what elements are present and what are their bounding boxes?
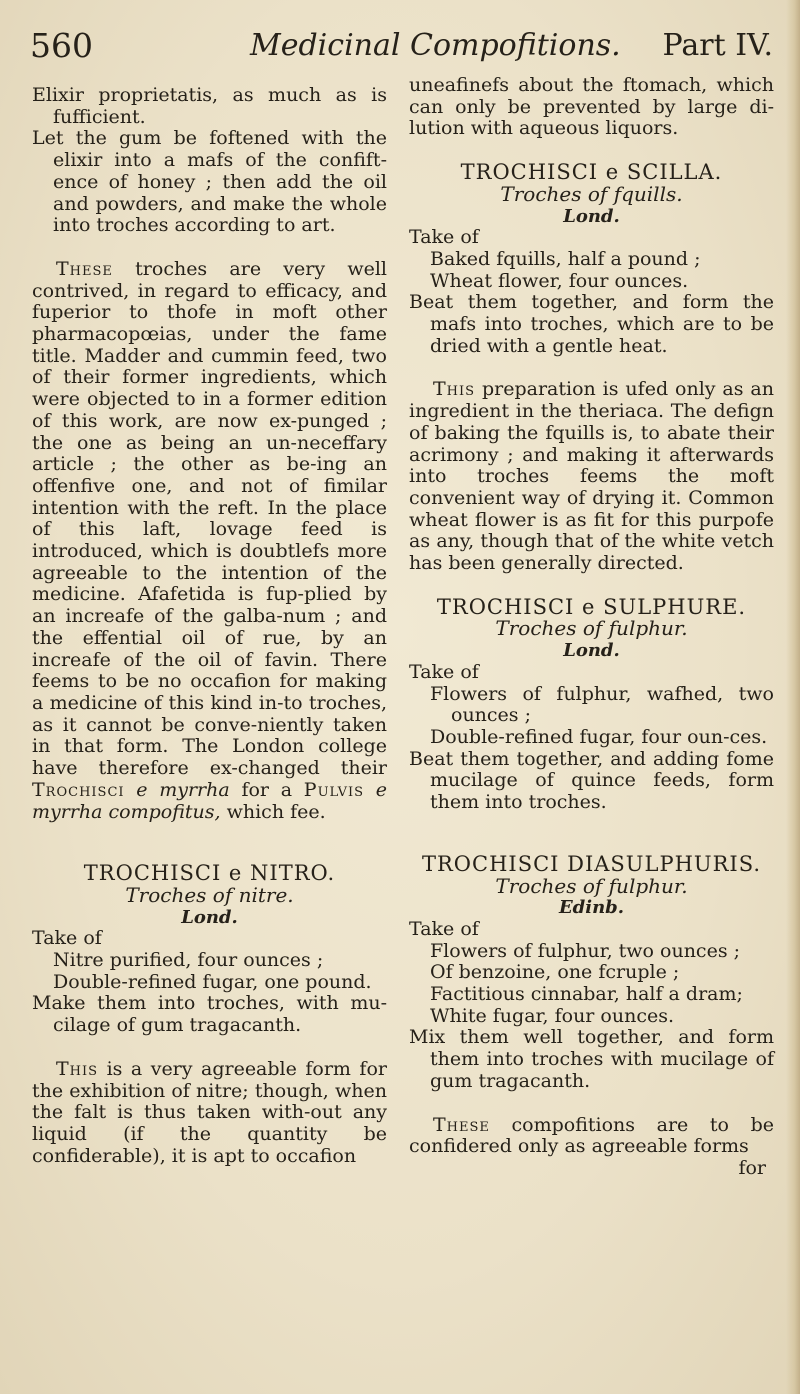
take-of-label: Take of	[409, 917, 479, 940]
page-number: 560	[30, 26, 93, 65]
page-header	[28, 26, 773, 76]
ingredient-line: Elixir proprietatis, as much as is fufficient.	[32, 84, 387, 128]
commentary-paragraph	[409, 1115, 774, 1158]
section-heading: TROCHISCI e NITRO.	[83, 861, 336, 886]
spacer	[32, 1037, 387, 1059]
commentary-text: for a	[241, 778, 293, 801]
italic-term: e myrrha compofitus,	[32, 778, 388, 823]
smallcaps-term: Trochisci	[32, 778, 125, 801]
spacer	[409, 1093, 774, 1115]
smallcaps-term: Pulvis	[303, 778, 365, 801]
lead-word: These	[56, 257, 113, 280]
spacer	[409, 575, 774, 597]
left-column	[32, 85, 387, 1167]
commentary-text: is a very agreeable form for the exhibition of nitre; though, when the falt is thus taken with-out any liquid (if the quantity be confiderable), it is apt to occafion	[32, 1057, 387, 1167]
section-subheading: Troches of fquills.	[500, 181, 683, 206]
ingredient-line: Of benzoine, one fcruple ;	[430, 961, 680, 984]
ingredient-line: Factitious cinnabar, half a dram;	[430, 983, 743, 1006]
ingredient-line: Flowers of fulphur, two ounces ;	[430, 939, 741, 962]
spacer	[409, 140, 774, 162]
section-subheading: Troches of fulphur.	[495, 873, 688, 898]
right-column	[409, 75, 774, 1180]
commentary-paragraph	[32, 1059, 387, 1168]
spacer	[32, 823, 387, 863]
section-heading: TROCHISCI DIASULPHURIS.	[421, 851, 762, 876]
instruction-paragraph: Let the gum be foftened with the elixir into a mafs of the confift-ence of honey ; then add the oil and powders, and make the whole into troches according to art.	[32, 127, 387, 237]
ingredient-line: Nitre purified, four ounces ;	[53, 949, 324, 972]
lead-word: This	[433, 378, 476, 401]
ingredient-line: Wheat flower, four ounces.	[430, 269, 689, 292]
ingredient-line: Double-refined fugar, four oun-ces.	[430, 725, 768, 748]
instruction-paragraph: Beat them together, and form the mafs into troches, which are to be dried with a gentle heat.	[409, 291, 774, 357]
commentary-text: which fee.	[226, 800, 326, 823]
spacer	[409, 357, 774, 379]
commentary-paragraph	[409, 379, 774, 574]
instruction-paragraph: Beat them together, and adding fome mucilage of quince feeds, form them into troches.	[409, 747, 774, 814]
section-subheading: Troches of nitre.	[125, 882, 294, 907]
spacer	[409, 814, 774, 854]
section-source: Lond.	[181, 906, 238, 928]
part-label: Part IV.	[662, 28, 773, 63]
take-of-label: Take of	[409, 226, 479, 249]
lead-word: This	[56, 1057, 99, 1080]
section-heading: TROCHISCI e SCILLA.	[460, 160, 723, 185]
instruction-paragraph: Mix them well together, and form them into troches with mucilage of gum tragacanth.	[409, 1026, 774, 1092]
running-title: Medicinal Compofitions.	[250, 28, 621, 63]
section-source: Lond.	[563, 205, 620, 227]
instruction-paragraph: Make them into troches, with mu-cilage of gum tragacanth.	[32, 992, 387, 1037]
commentary-text: compofitions are to be confidered only as agreeable forms	[409, 1113, 775, 1158]
take-of-label: Take of	[32, 927, 102, 950]
section-source: Lond.	[563, 640, 620, 662]
page-edge-shadow	[786, 0, 800, 1394]
spacer	[32, 237, 387, 259]
section-heading: TROCHISCI e SULPHURE.	[436, 594, 747, 619]
take-of-label: Take of	[409, 660, 479, 683]
section-subheading: Troches of fulphur.	[495, 616, 688, 641]
lead-word: These	[433, 1113, 490, 1136]
italic-term: e myrrha	[136, 778, 230, 801]
commentary-text: troches are very well contrived, in regard to efficacy, and fuperior to thofe in moft other pharmacopœias, under the fame title. Madder and cummin feed, two of their former ingredients, which were objected to in a former edition of this work, are now ex-punged ; the one as being an un-neceffary article ; the other as be-ing an offenfive one, and not of fimilar intention with the reft. In the place of this laft, lovage feed is introduced, which is doubtlefs more agreeable to the intention of the medicine. Afafetida is fup-plied by an increafe of the galba-num ; and the effential oil of rue, by an increafe of the oil of favin. There feems to be no occafion for making a medicine of this kind in-to troches, as it cannot be conve-niently taken in that form. The London college have therefore ex-changed their	[32, 257, 387, 780]
catchword: for	[738, 1156, 766, 1179]
commentary-paragraph	[32, 259, 387, 823]
ingredient-line: Baked fquills, half a pound ;	[430, 247, 701, 270]
section-source: Edinb.	[558, 897, 625, 919]
ingredient-line: Flowers of fulphur, wafhed, two ounces ;	[430, 682, 774, 727]
ingredient-line: Double-refined fugar, one pound.	[53, 970, 372, 993]
continuation-paragraph: uneafinefs about the ftomach, which can only be prevented by large di-lution with aqueous liquors.	[409, 74, 774, 140]
commentary-text: preparation is ufed only as an ingredient in the theriaca. The defign of baking the fquills is, to abate their acrimony ; and making it afterwards into troches feems the moft convenient way of drying it. Common wheat flower is as fit for this purpofe as any, though that of the white vetch has been generally directed.	[409, 378, 774, 575]
ingredient-line: White fugar, four ounces.	[430, 1004, 675, 1027]
